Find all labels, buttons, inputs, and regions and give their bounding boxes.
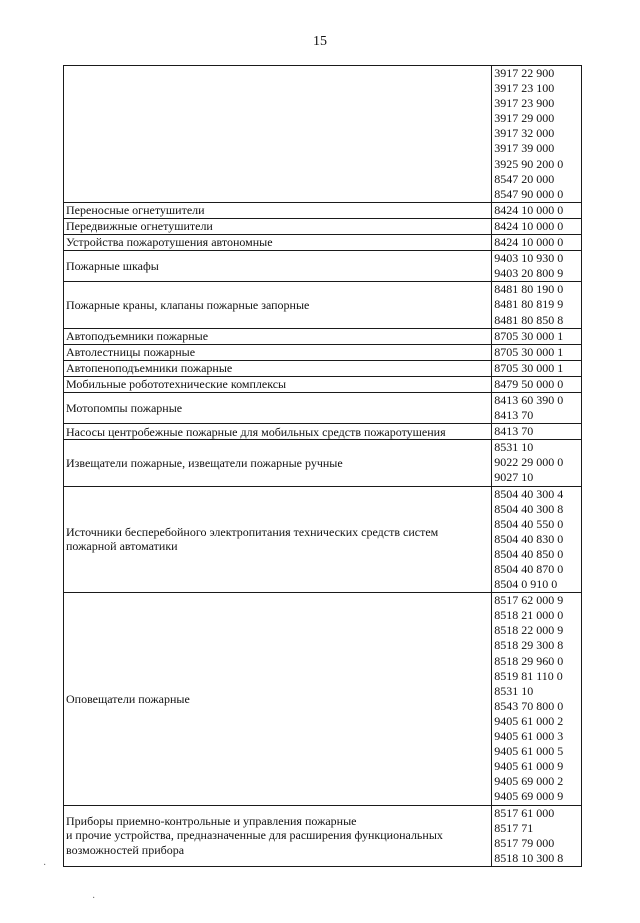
- tn-ved-code: 8518 22 000 9: [494, 623, 564, 638]
- tn-ved-code: 8413 70: [494, 424, 534, 439]
- tn-ved-code: 3917 23 900: [494, 96, 555, 111]
- tn-ved-code: 9403 10 930 0: [494, 251, 564, 266]
- tn-ved-code: 8504 40 550 0: [494, 516, 564, 531]
- tn-ved-code: 8517 62 000 9: [494, 593, 564, 608]
- tn-ved-code: 9405 61 000 9: [494, 759, 564, 774]
- tn-ved-code: 8705 30 000 1: [494, 344, 564, 359]
- tn-ved-codes-cell: [492, 392, 582, 423]
- tn-ved-code: 3925 90 200 0: [494, 156, 564, 171]
- product-name-cell: [64, 202, 492, 218]
- product-name: Автолестницы пожарные: [66, 345, 196, 360]
- product-name-cell: [64, 440, 492, 486]
- tn-ved-code: 8517 79 000: [494, 835, 555, 850]
- product-name-cell: [64, 66, 492, 203]
- product-name-cell: [64, 235, 492, 251]
- product-name-cell: [64, 805, 492, 866]
- table-row: [64, 66, 582, 203]
- scan-speck: ·: [43, 860, 47, 871]
- tn-ved-code: 9403 20 800 9: [494, 266, 564, 281]
- table-row: [64, 282, 582, 328]
- table-row: [64, 344, 582, 360]
- tn-ved-code: 3917 39 000: [494, 141, 555, 156]
- product-name-cell: [64, 282, 492, 328]
- tn-ved-codes-cell: [492, 424, 582, 440]
- page-number: 15: [313, 34, 327, 49]
- product-name-cell: [64, 376, 492, 392]
- tn-ved-code: 8481 80 190 0: [494, 282, 564, 297]
- product-name: Пожарные краны, клапаны пожарные запорные: [66, 297, 310, 312]
- tn-ved-codes-cell: [492, 218, 582, 234]
- tn-ved-codes-cell: [492, 66, 582, 203]
- product-name: Насосы центробежные пожарные для мобильных средств пожаротушения: [66, 424, 446, 439]
- product-name: Приборы приемно-контрольные и управления пожарные и прочие устройства, предназначенные для расширения функциональных возможностей прибора: [66, 814, 443, 857]
- table-row: [64, 202, 582, 218]
- tn-ved-code: 8517 71: [494, 820, 534, 835]
- product-name: Извещатели пожарные, извещатели пожарные ручные: [66, 455, 343, 470]
- tn-ved-code: 8504 40 870 0: [494, 562, 564, 576]
- tn-ved-codes-cell: [492, 235, 582, 251]
- product-name-cell: [64, 360, 492, 376]
- tn-ved-code: 8519 81 110 0: [494, 668, 563, 683]
- product-name: Пожарные шкафы: [66, 259, 159, 274]
- tn-ved-code: 8504 40 300 4: [494, 486, 564, 501]
- tn-ved-code: 8413 60 390 0: [494, 392, 564, 407]
- tn-ved-code: 8547 90 000 0: [494, 186, 564, 201]
- tn-ved-code: 3917 32 000: [494, 126, 555, 141]
- tn-ved-code: 8518 21 000 0: [494, 608, 564, 623]
- product-name: Мотопомпы пожарные: [66, 400, 183, 415]
- tn-ved-code: 8518 10 300 8: [494, 850, 564, 865]
- table-row: [64, 360, 582, 376]
- tn-ved-code: 3917 23 100: [494, 81, 555, 96]
- table-body: [64, 66, 582, 867]
- product-name-cell: [64, 218, 492, 234]
- table-row: [64, 376, 582, 392]
- table-row: [64, 593, 582, 805]
- tn-ved-code: 9027 10: [494, 470, 534, 485]
- product-name: Устройства пожаротушения автономные: [66, 235, 273, 250]
- tn-ved-codes-cell: [492, 328, 582, 344]
- scan-speck: ·: [92, 893, 96, 904]
- product-name: Автоподъемники пожарные: [66, 328, 209, 343]
- document-table: [63, 65, 582, 867]
- tn-ved-code: 9405 69 000 2: [494, 774, 564, 789]
- tn-ved-code: 8424 10 000 0: [494, 218, 564, 233]
- tn-ved-codes-cell: [492, 376, 582, 392]
- product-name: Оповещатели пожарные: [66, 691, 190, 706]
- tn-ved-code: 8424 10 000 0: [494, 235, 564, 250]
- tn-ved-codes-cell: [492, 251, 582, 282]
- table-row: [64, 392, 582, 423]
- tn-ved-codes-cell: [492, 805, 582, 866]
- table-row: [64, 805, 582, 866]
- tn-ved-code: 8504 40 830 0: [494, 531, 564, 546]
- product-name: Передвижные огнетушители: [66, 219, 213, 234]
- table-row: [64, 440, 582, 486]
- tn-ved-code: 8479 50 000 0: [494, 376, 564, 391]
- product-name-cell: [64, 593, 492, 805]
- tn-ved-code: 9405 61 000 3: [494, 729, 564, 744]
- tn-ved-code: 8705 30 000 1: [494, 328, 564, 343]
- product-name: Автопеноподъемники пожарные: [66, 361, 233, 376]
- tn-ved-codes-cell: [492, 344, 582, 360]
- tn-ved-code: 8531 10: [494, 683, 534, 698]
- table-row: [64, 328, 582, 344]
- tn-ved-code: 3917 22 900: [494, 66, 555, 80]
- tn-ved-code: 8547 20 000: [494, 171, 555, 186]
- tn-ved-code: 8517 61 000: [494, 805, 555, 820]
- tn-ved-codes-cell: [492, 360, 582, 376]
- table-row: [64, 235, 582, 251]
- tn-ved-code: 9022 29 000 0: [494, 455, 564, 470]
- product-name-cell: [64, 251, 492, 282]
- tn-ved-code: 8518 29 300 8: [494, 638, 564, 653]
- tn-ved-codes-cell: [492, 440, 582, 486]
- tn-ved-code: 8518 29 960 0: [494, 653, 564, 668]
- product-name: Мобильные робототехнические комплексы: [66, 377, 287, 392]
- tn-ved-code: 8504 40 850 0: [494, 546, 564, 561]
- product-name-cell: [64, 344, 492, 360]
- tn-ved-code: 9405 61 000 5: [494, 744, 564, 759]
- table-row: [64, 424, 582, 440]
- tn-ved-code: 8413 70: [494, 408, 534, 423]
- tn-ved-code: 3917 29 000: [494, 111, 555, 126]
- tn-ved-code: 8705 30 000 1: [494, 360, 564, 375]
- table-row: [64, 251, 582, 282]
- product-name-cell: [64, 392, 492, 423]
- tn-ved-code: 8481 80 819 9: [494, 297, 564, 312]
- tn-ved-code: 9405 69 000 9: [494, 789, 564, 804]
- tn-ved-code: 8504 0 910 0: [494, 577, 558, 592]
- product-name-cell: [64, 486, 492, 593]
- tn-ved-code: 8481 80 850 8: [494, 312, 564, 327]
- product-name: Переносные огнетушители: [66, 203, 205, 218]
- product-name-cell: [64, 328, 492, 344]
- product-name: Источники бесперебойного электропитания технических средств систем пожарной автоматики: [66, 524, 439, 554]
- tn-ved-code: 8424 10 000 0: [494, 202, 564, 217]
- tn-ved-code: 8504 40 300 8: [494, 501, 564, 516]
- table-row: [64, 486, 582, 593]
- product-name-cell: [64, 424, 492, 440]
- tn-ved-code: 9405 61 000 2: [494, 713, 564, 728]
- tn-ved-codes-cell: [492, 593, 582, 805]
- table-row: [64, 218, 582, 234]
- tn-ved-codes-cell: [492, 282, 582, 328]
- tn-ved-codes-cell: [492, 486, 582, 593]
- tn-ved-codes-cell: [492, 202, 582, 218]
- tn-ved-code: 8531 10: [494, 440, 534, 455]
- tn-ved-code: 8543 70 800 0: [494, 698, 564, 713]
